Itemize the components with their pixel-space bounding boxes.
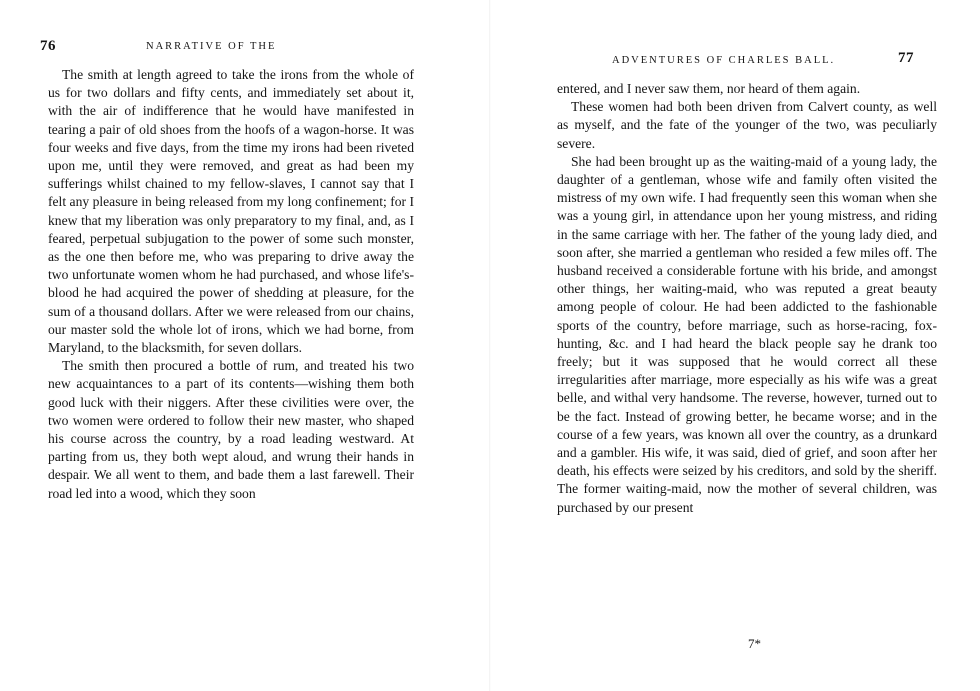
left-paragraph-2: The smith then procured a bottle of rum, and treated his two new acquaintances to a part of its contents—wishing them both good luck with their niggers. After these civilities were over, the two women were ordered to follow their new master, who shaped his course across the country, by a road leading westward. At parting from us, they both wept aloud, and wrung their hands in despair. We all went to them, and bade them a last farewell. Their road led into a wood, which they soon [48, 358, 414, 501]
left-page-number: 76 [40, 38, 56, 54]
right-text-column [557, 80, 937, 517]
right-page [490, 0, 980, 691]
right-page-number: 77 [898, 50, 914, 66]
signature-mark: 7* [748, 636, 761, 651]
right-paragraph-3: She had been brought up as the waiting-maid of a young lady, the daughter of a gentleman, whose wife and family often visited the mistress of my own wife. I had frequently seen this woman when she was a young girl, in attendance upon her young mistress, and riding in the same carriage with her. The father of the young lady died, and soon after, she married a gentleman who resided a few miles off. The husband received a considerable fortune with his bride, and amongst other things, her waiting-maid, who was reputed a great beauty among people of colour. He had been addicted to the fashionable sports of the country, before marriage, such as horse-racing, fox-hunting, &c. and I had heard the black people say he drank too freely; but it was supposed that he would correct all these irregularities after marriage, more especially as his wife was a great belle, and withal very handsome. The reverse, however, turned out to be the fact. Instead of growing better, he became worse; and in the course of a few years, was known all over the country, as a drunkard and a gambler. His wife, it was said, died of grief, and soon after her death, his effects were seized by his creditors, and sold by the sheriff. The former waiting-maid, now the mother of several children, was purchased by our present [557, 153, 937, 515]
right-paragraph-1: entered, and I never saw them, nor heard of them again. [557, 81, 861, 96]
left-paragraph-1: The smith at length agreed to take the irons from the whole of us for two dollars and fifty cents, and immediately set about it, with the air of indifference that he would have manifested in tearing a pair of old shoes from the hoofs of a wagon-horse. It was four weeks and five days, from the time my irons had been riveted upon me, until they were removed, and great as had been my sufferings whilst chained to my fellow-slaves, I cannot say that I felt any pleasure in being released from my long confinement; for I knew that my liberation was only preparatory to my final, and, as I feared, perpetual subjugation to the power of some such monster, as the one then before me, who was preparing to drive away the two unfortunate women whom he had purchased, and whose life's-blood he had acquired the power of shedding at pleasure, for the sum of a thousand dollars. After we were released from our chains, our master sold the whole lot of irons, which we had borne, from Maryland, to the blacksmith, for seven dollars. [48, 67, 414, 356]
right-running-head: ADVENTURES OF CHARLES BALL. [612, 55, 836, 66]
left-text-column [48, 66, 414, 503]
right-paragraph-2: These women had both been driven from Calvert county, as well as myself, and the fate of the younger of the two, was peculiarly severe. [557, 99, 937, 151]
left-running-head: NARRATIVE OF THE [146, 41, 277, 52]
